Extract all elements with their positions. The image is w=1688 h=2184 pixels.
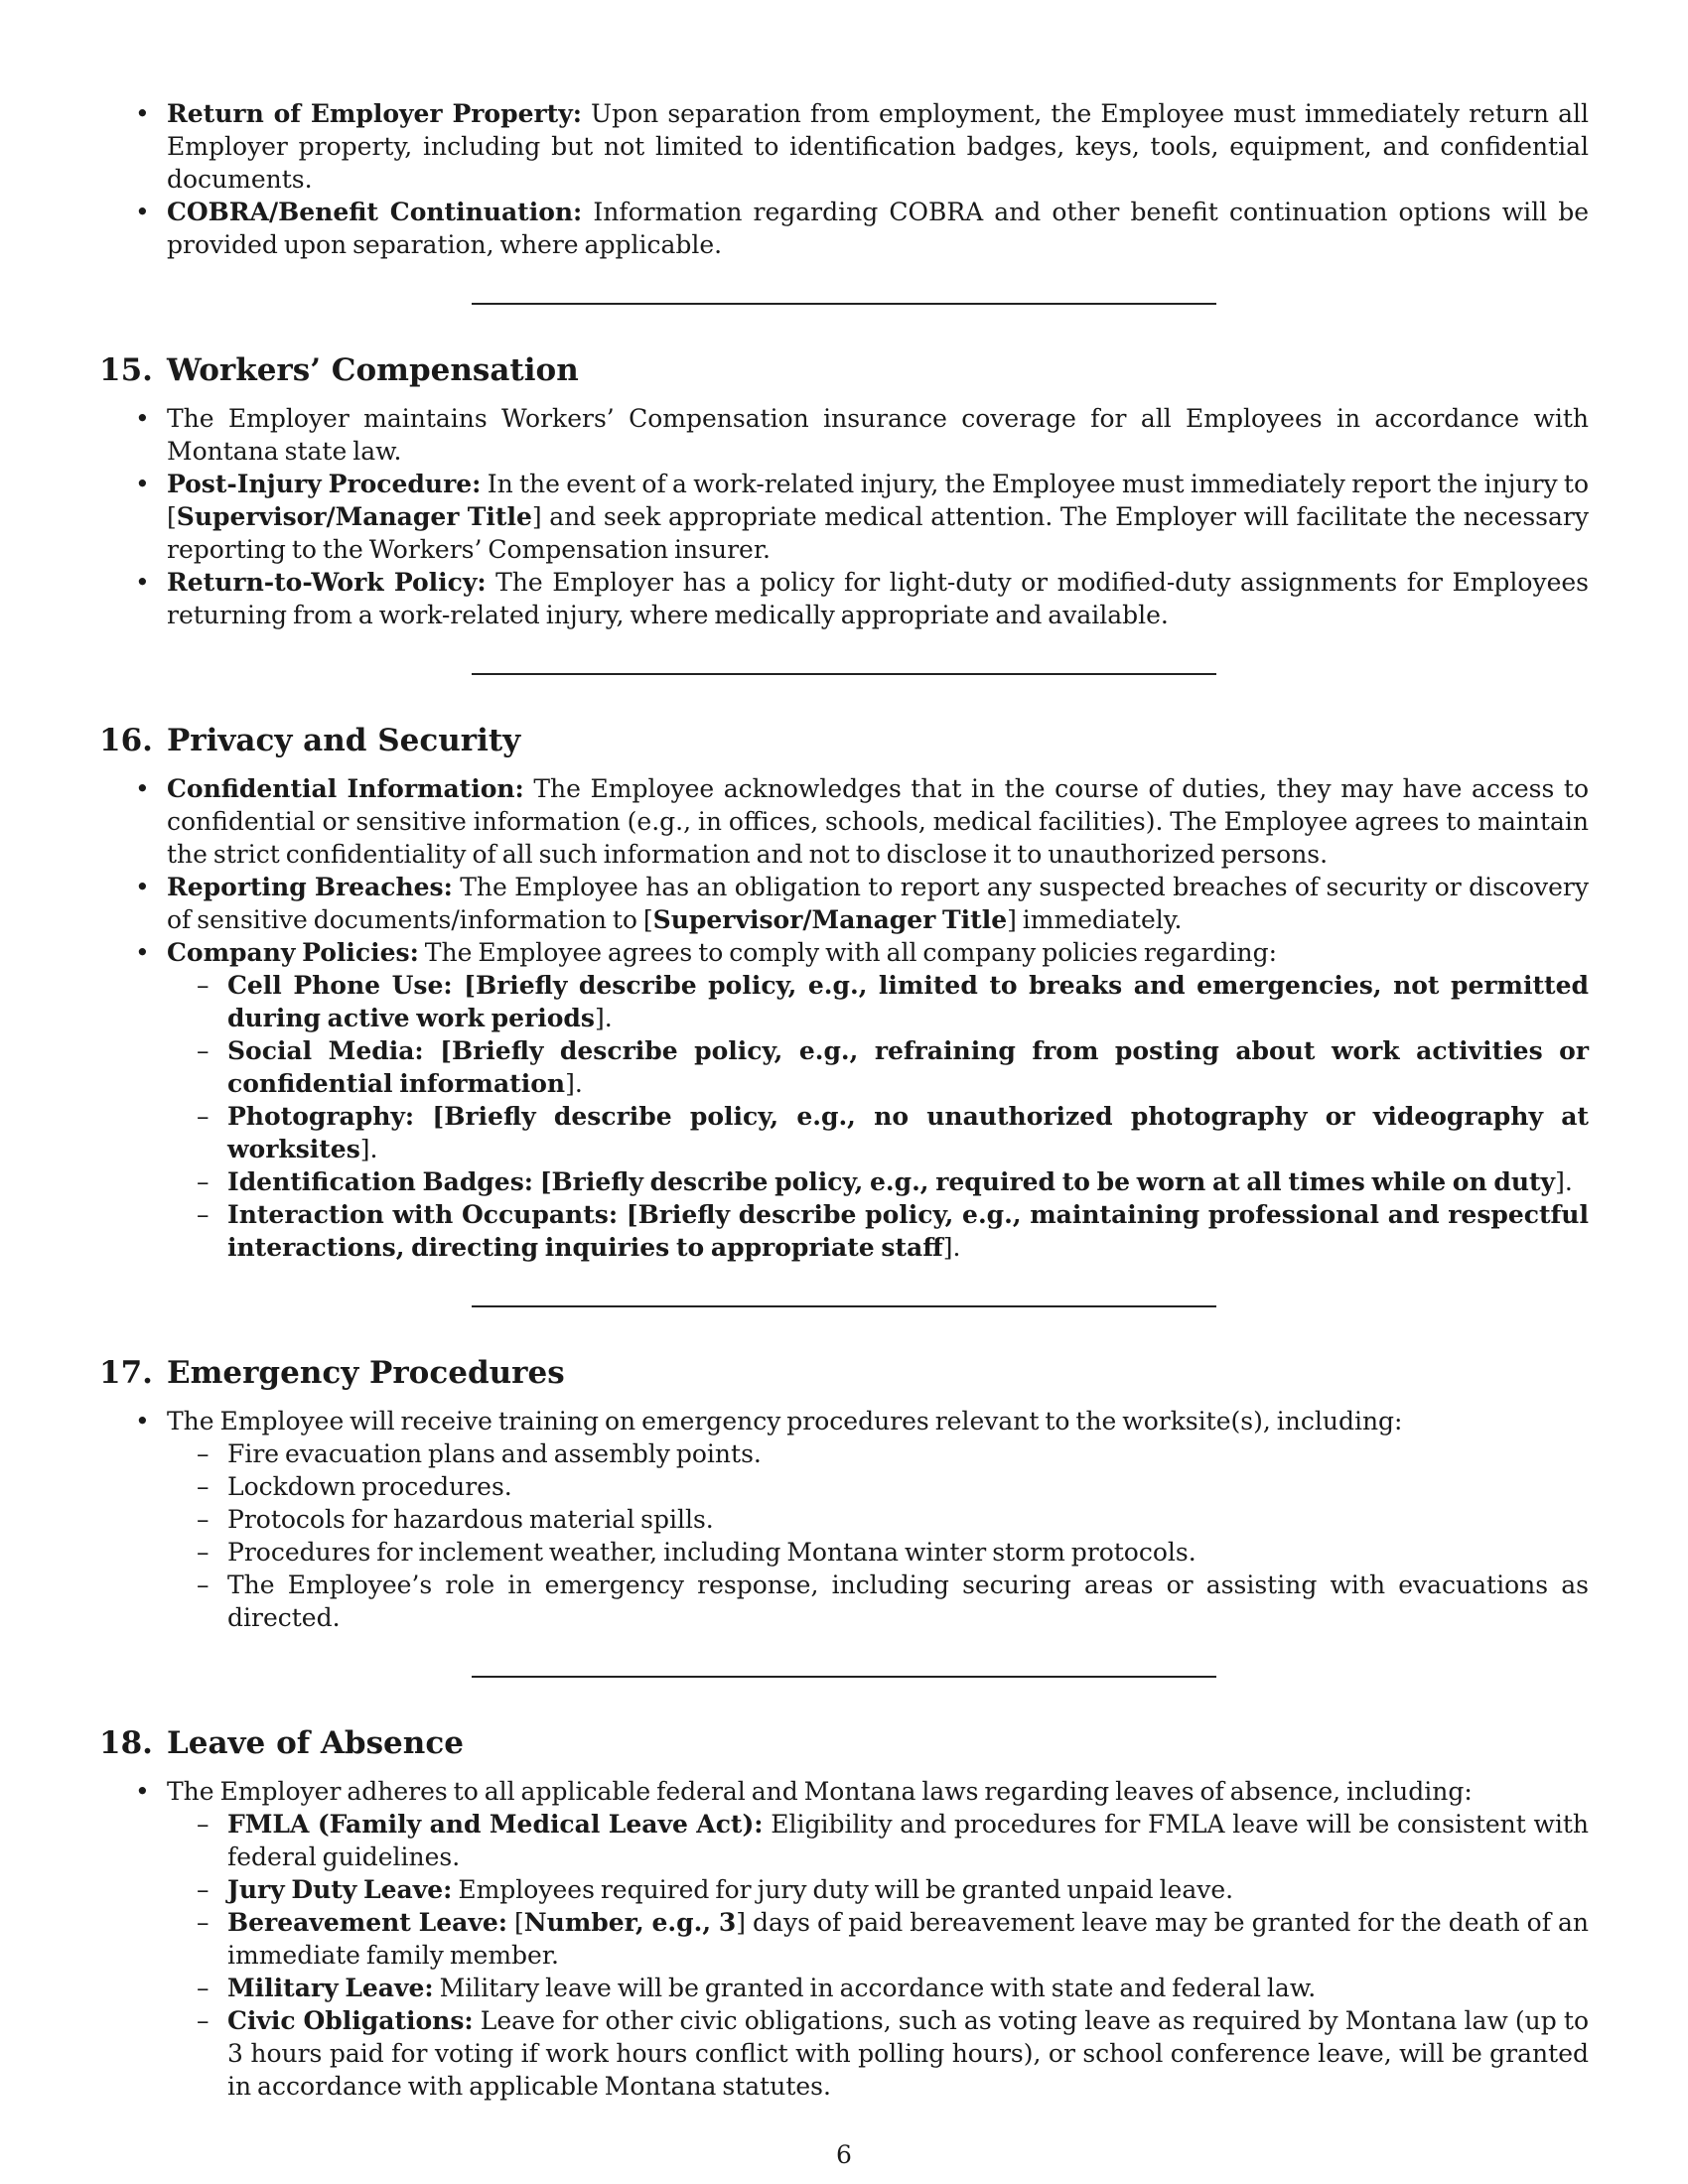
item-text: The Employee will receive training on emergency procedures relevant to the worksite(s), including: <box>167 1407 1403 1435</box>
item-text: The Employee agrees to comply with all company policies regarding: <box>424 938 1277 967</box>
section-heading-15: 15. Workers’ Compensation <box>99 352 579 388</box>
item-text: The Employer has a policy for light-duty or modified-duty assignments for Employees returning from a work-related injury, where medically appropriate and available. <box>167 568 1590 629</box>
list-item <box>99 402 1589 468</box>
section-divider <box>472 303 1216 305</box>
section-divider <box>472 1676 1216 1678</box>
section-15-list <box>99 402 1589 631</box>
page-number: 6 <box>836 2140 852 2169</box>
placeholder-field: Briefly describe policy, e.g., no unauthorized photography or videography at worksites <box>227 1102 1589 1163</box>
section-divider <box>472 673 1216 675</box>
leave-list <box>167 1808 1589 2103</box>
section-heading-18: 18. Leave of Absence <box>99 1725 464 1761</box>
item-text: The Employer maintains Workers’ Compensation insurance coverage for all Employees in accordance with Montana state law. <box>167 404 1589 466</box>
policy-item: – Cell Phone Use: [Briefly describe policy, e.g., limited to breaks and emergencies, not permitted during active work periods]. <box>167 969 1589 1034</box>
emergency-item: – Lockdown procedures. <box>167 1470 1589 1503</box>
section-16-list <box>99 772 1589 1264</box>
policy-item: – Photography: [Briefly describe policy, e.g., no unauthorized photography or videography at worksites]. <box>167 1100 1589 1165</box>
leave-item-bereavement: – Bereavement Leave: [Number, e.g., 3] days of paid bereavement leave may be granted for the death of an immediate family member. <box>167 1906 1589 1972</box>
policy-item: – Identification Badges: [Briefly describe policy, e.g., required to be worn at all times while on duty]. <box>167 1165 1589 1198</box>
section-heading-17: 17. Emergency Procedures <box>99 1355 565 1391</box>
placeholder-field: Briefly describe policy, e.g., refraining from posting about work activities or confidential information <box>227 1036 1589 1098</box>
placeholder-field: Briefly describe policy, e.g., limited to breaks and emergencies, not permitted during active work periods <box>227 971 1589 1032</box>
item-label: Return of Employer Property: <box>167 99 582 128</box>
list-item <box>99 772 1589 871</box>
policy-list <box>167 969 1589 1264</box>
leave-item-military: – Military Leave: Military leave will be granted in accordance with state and federal law. <box>167 1972 1589 2004</box>
item-text: Upon separation from employment, the Employee must immediately return all Employer property, including but not limited to identification badges, keys, tools, equipment, and confidential documents. <box>167 99 1589 194</box>
leave-item-fmla: – FMLA (Family and Medical Leave Act): Eligibility and procedures for FMLA leave will be consistent with federal guidelines. <box>167 1808 1589 1873</box>
item-label: COBRA/Benefit Continuation: <box>167 198 583 226</box>
item-label: Reporting Breaches: <box>167 873 453 901</box>
section-heading-16: 16. Privacy and Security <box>99 723 521 758</box>
list-item: • Reporting Breaches: The Employee has an obligation to report any suspected breaches of security or discovery of sensitive documents/information to [Supervisor/Manager Title] immediately. <box>99 871 1589 936</box>
item-label: Return-to-Work Policy: <box>167 568 487 597</box>
placeholder-field: Briefly describe policy, e.g., maintaining professional and respectful interactions, directing inquiries to appropriate staff <box>227 1200 1589 1262</box>
emergency-item: – Protocols for hazardous material spills. <box>167 1503 1589 1536</box>
leave-item-jury: – Jury Duty Leave: Employees required for jury duty will be granted unpaid leave. <box>167 1873 1589 1906</box>
list-item <box>99 1775 1589 2103</box>
item-text: The Employee acknowledges that in the course of duties, they may have access to confidential or sensitive information (e.g., in offices, schools, medical facilities). The Employee agrees to maintain the strict confidentiality of all such information and not to disclose it to unauthorized persons. <box>167 774 1589 869</box>
emergency-item: – Procedures for inclement weather, including Montana winter storm protocols. <box>167 1536 1589 1569</box>
placeholder-field: Supervisor/Manager Title <box>652 905 1008 934</box>
leave-item-civic: – Civic Obligations: Leave for other civic obligations, such as voting leave as required by Montana law (up to 3 hours paid for voting if work hours conflict with polling hours), or school conference leave, will be granted in accordance with applicable Montana statutes. <box>167 2004 1589 2103</box>
list-item <box>99 1405 1589 1634</box>
emergency-item: – The Employee’s role in emergency response, including securing areas or assisting with evacuations as directed. <box>167 1569 1589 1634</box>
list-item <box>99 566 1589 631</box>
list-item <box>99 97 1589 196</box>
emergency-list <box>167 1437 1589 1634</box>
list-item <box>99 936 1589 1264</box>
item-label: Confidential Information: <box>167 774 524 803</box>
placeholder-field: Briefly describe policy, e.g., required to be worn at all times while on duty <box>551 1167 1556 1196</box>
placeholder-field: Supervisor/Manager Title <box>176 502 532 531</box>
placeholder-field: Number, e.g., 3 <box>523 1908 737 1937</box>
section-divider <box>472 1305 1216 1307</box>
item-text: The Employer adheres to all applicable federal and Montana laws regarding leaves of absence, including: <box>167 1777 1473 1806</box>
section-18-list <box>99 1775 1589 2103</box>
section-17-list <box>99 1405 1589 1634</box>
document-page <box>99 97 1589 2103</box>
item-label: Post-Injury Procedure: <box>167 470 482 498</box>
list-item: • Post-Injury Procedure: In the event of a work-related injury, the Employee must immediately report the injury to [Supervisor/Manager Title] and seek appropriate medical attention. The Employer will facilitate the necessary reporting to the Workers’ Compensation insurer. <box>99 468 1589 566</box>
separation-list <box>99 97 1589 261</box>
policy-item: – Social Media: [Briefly describe policy, e.g., refraining from posting about work activities or confidential information]. <box>167 1034 1589 1100</box>
emergency-item: – Fire evacuation plans and assembly points. <box>167 1437 1589 1470</box>
list-item <box>99 196 1589 261</box>
item-text: Information regarding COBRA and other benefit continuation options will be provided upon separation, where applicable. <box>167 198 1590 259</box>
policy-item: – Interaction with Occupants: [Briefly describe policy, e.g., maintaining professional and respectful interactions, directing inquiries to appropriate staff]. <box>167 1198 1589 1264</box>
item-label: Company Policies: <box>167 938 419 967</box>
